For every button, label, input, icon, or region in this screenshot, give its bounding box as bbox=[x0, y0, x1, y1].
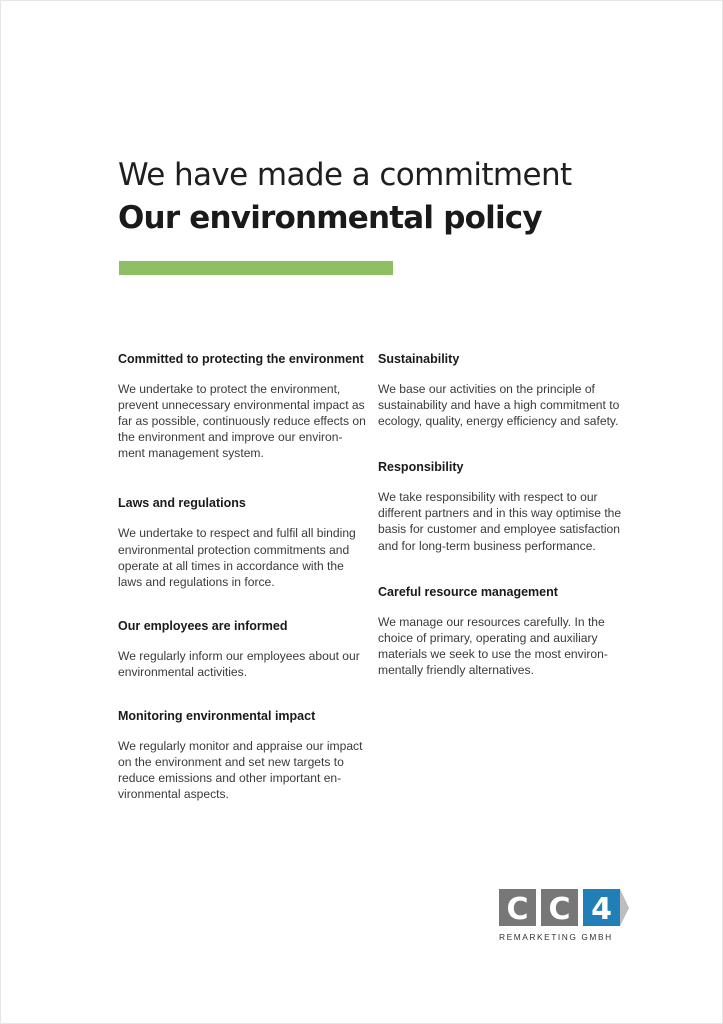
section-title: Committed to protecting the environment bbox=[118, 352, 364, 366]
logo-letter-c2: C bbox=[548, 892, 571, 927]
section-sustainability bbox=[378, 351, 633, 429]
accent-bar bbox=[119, 261, 393, 275]
section-body: We undertake to protect the environment, prevent unnecessary environmental impact as far as possible, continuously reduce effects on the environment and improve our environ-ment management system. bbox=[118, 382, 366, 461]
section-body: We undertake to respect and fulfil all binding environmental protection commitments and operate at all times in accordance with the laws and regulations in force. bbox=[118, 526, 356, 589]
section-title: Our employees are informed bbox=[118, 618, 288, 633]
section-laws bbox=[118, 495, 368, 589]
section-monitoring bbox=[118, 708, 368, 802]
section-body: We regularly monitor and appraise our impact on the environment and set new targets to reduce emissions and other important en-vironmental aspects. bbox=[118, 739, 363, 802]
section-title: Sustainability bbox=[378, 352, 460, 366]
section-resource-management bbox=[378, 584, 633, 678]
company-logo bbox=[499, 888, 629, 944]
heading-line1: We have made a commitment bbox=[118, 157, 572, 193]
section-body: We manage our resources carefully. In the choice of primary, operating and auxiliary materials we seek to use the most environ-mentally friendly alternatives. bbox=[378, 614, 608, 677]
section-committed bbox=[118, 351, 368, 461]
logo-mark bbox=[499, 888, 629, 928]
section-title: Monitoring environmental impact bbox=[118, 709, 316, 724]
section-body: We base our activities on the principle of sustainability and have a high commitment to ecology, quality, energy efficiency and safety. bbox=[378, 382, 620, 429]
section-title: Responsibility bbox=[378, 460, 464, 475]
section-body: We regularly inform our employees about our environmental activities. bbox=[118, 648, 360, 679]
logo-digit-4: 4 bbox=[591, 892, 612, 927]
section-title: Careful resource management bbox=[378, 584, 558, 599]
left-column bbox=[118, 351, 368, 802]
section-employees bbox=[118, 618, 368, 680]
section-title: Laws and regulations bbox=[118, 496, 246, 511]
page-title: Our environmental policy bbox=[118, 200, 542, 236]
section-responsibility bbox=[378, 459, 633, 553]
logo-subtitle: REMARKETING GMBH bbox=[499, 932, 613, 942]
right-column bbox=[378, 351, 633, 678]
section-body: We take responsibility with respect to our different partners and in this way optimise the basis for customer and employee satisfaction and for long-term business performance. bbox=[378, 490, 622, 553]
logo-letter-c1: C bbox=[506, 892, 529, 927]
